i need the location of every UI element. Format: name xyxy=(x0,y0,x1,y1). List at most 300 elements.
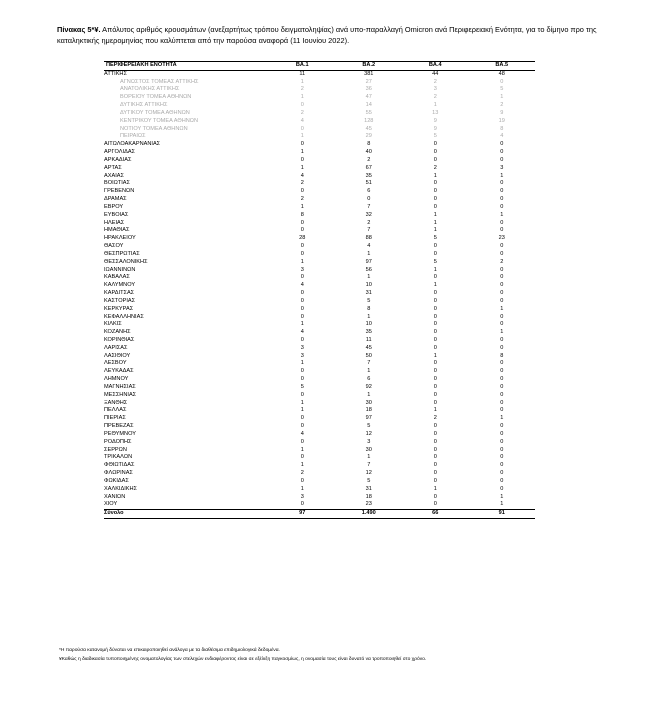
ba4-value: 0 xyxy=(433,462,437,469)
ba4-value: 1 xyxy=(433,352,437,359)
ba1-value: 1 xyxy=(300,203,304,210)
region-name: ΒΟΙΩΤΙΑΣ xyxy=(104,180,130,187)
ba5-value: 0 xyxy=(500,344,504,351)
ba1-value: 1 xyxy=(300,407,304,414)
ba1-value: 11 xyxy=(269,70,336,78)
ba5-value: 1 xyxy=(500,305,504,312)
table-row-subregion xyxy=(104,133,535,141)
ba5-value: 1 xyxy=(500,501,504,508)
ba2-value: 5 xyxy=(367,477,371,484)
table-row xyxy=(104,368,535,376)
region-name: ΗΜΑΘΙΑΣ xyxy=(104,227,130,234)
region-name: ΗΛΕΙΑΣ xyxy=(104,219,125,226)
table-row xyxy=(104,314,535,322)
region-name: ΔΡΑΜΑΣ xyxy=(104,196,127,203)
ba2-value: 5 xyxy=(367,423,371,430)
ba4-value: 0 xyxy=(433,383,437,390)
table-row xyxy=(104,376,535,384)
ba4-value: 0 xyxy=(433,336,437,343)
ba4-value: 5 xyxy=(433,133,437,140)
ba1-value: 4 xyxy=(300,430,304,437)
ba5-value: 0 xyxy=(500,196,504,203)
ba5-value: 8 xyxy=(500,352,504,359)
ba4-value: 2 xyxy=(433,164,437,171)
total-ba5: 91 xyxy=(469,510,536,519)
ba5-value: 8 xyxy=(500,125,504,132)
ba4-value: 1 xyxy=(433,211,437,218)
region-name: ΤΡΙΚΑΛΩΝ xyxy=(104,454,133,461)
ba5-value: 0 xyxy=(500,313,504,320)
ba5-value: 0 xyxy=(500,282,504,289)
table-row xyxy=(104,337,535,345)
region-name: ΚΕΦΑΛΛΗΝΙΑΣ xyxy=(104,313,144,320)
ba5-value: 2 xyxy=(500,102,504,109)
table-row xyxy=(104,329,535,337)
ba4-value: 0 xyxy=(433,501,437,508)
ba5-value: 0 xyxy=(500,297,504,304)
ba2-value: 3 xyxy=(367,438,371,445)
table-row xyxy=(104,478,535,486)
ba2-value: 40 xyxy=(365,149,372,156)
table-row xyxy=(104,501,535,509)
ba5-value: 48 xyxy=(469,70,536,78)
ba5-value: 0 xyxy=(500,454,504,461)
region-name: ΙΩΑΝΝΙΝΩΝ xyxy=(104,266,136,273)
region-name: ΛΕΣΒΟΥ xyxy=(104,360,127,367)
region-name: ΚΑΡΔΙΤΣΑΣ xyxy=(104,290,135,297)
region-name: ΞΑΝΘΗΣ xyxy=(104,399,128,406)
ba1-value: 2 xyxy=(300,470,304,477)
ba2-value: 35 xyxy=(365,172,372,179)
ba1-value: 0 xyxy=(300,454,304,461)
header-ba2: BA.2 xyxy=(336,62,403,71)
region-name: ΜΕΣΣΗΝΙΑΣ xyxy=(104,391,137,398)
ba1-value: 2 xyxy=(300,86,304,93)
ba5-value: 0 xyxy=(500,243,504,250)
ba4-value: 0 xyxy=(433,360,437,367)
region-name: ΦΛΩΡΙΝΑΣ xyxy=(104,470,133,477)
ba1-value: 0 xyxy=(300,501,304,508)
ba5-value: 3 xyxy=(500,164,504,171)
ba4-value: 1 xyxy=(433,102,437,109)
table-row-subregion xyxy=(104,86,535,94)
table-row-subregion xyxy=(104,79,535,87)
total-label: Σύνολο xyxy=(104,510,269,519)
ba4-value: 1 xyxy=(433,282,437,289)
ba2-value: 10 xyxy=(365,282,372,289)
table-row-subregion xyxy=(104,118,535,126)
ba1-value: 0 xyxy=(300,336,304,343)
ba1-value: 4 xyxy=(300,172,304,179)
ba5-value: 0 xyxy=(500,274,504,281)
table-row-subregion xyxy=(104,102,535,110)
ba4-value: 0 xyxy=(433,430,437,437)
ba1-value: 4 xyxy=(300,329,304,336)
region-name: ΦΘΙΩΤΙΔΑΣ xyxy=(104,462,135,469)
region-name: ΡΕΘΥΜΝΟΥ xyxy=(104,430,136,437)
ba4-value: 0 xyxy=(433,188,437,195)
table-row xyxy=(104,259,535,267)
ba2-value: 14 xyxy=(365,102,372,109)
ba5-value: 0 xyxy=(500,438,504,445)
region-name: ΚΕΝΤΡΙΚΟΥ ΤΟΜΕΑ ΑΘΗΝΩΝ xyxy=(120,117,199,124)
ba2-value: 56 xyxy=(365,266,372,273)
ba4-value: 0 xyxy=(433,156,437,163)
ba1-value: 1 xyxy=(300,258,304,265)
ba2-value: 381 xyxy=(336,70,403,78)
ba4-value: 0 xyxy=(433,477,437,484)
ba1-value: 0 xyxy=(300,391,304,398)
ba4-value: 13 xyxy=(432,109,439,116)
ba2-value: 18 xyxy=(365,407,372,414)
ba1-value: 0 xyxy=(300,125,304,132)
table-row xyxy=(104,298,535,306)
ba4-value: 0 xyxy=(433,470,437,477)
ba2-value: 50 xyxy=(365,352,372,359)
table-row xyxy=(104,180,535,188)
region-name: ΔΥΤΙΚΟΥ ΤΟΜΕΑ ΑΘΗΝΩΝ xyxy=(120,109,190,116)
table-row xyxy=(104,321,535,329)
region-name: ΦΩΚΙΔΑΣ xyxy=(104,477,129,484)
ba1-value: 0 xyxy=(300,423,304,430)
table-row xyxy=(104,165,535,173)
header-region: ΠΕΡΙΦΕΡΕΙΑΚΗ ΕΝΟΤΗΤΑ xyxy=(104,62,269,71)
table-row xyxy=(104,486,535,494)
ba1-value: 2 xyxy=(300,196,304,203)
ba4-value: 0 xyxy=(433,141,437,148)
ba1-value: 1 xyxy=(300,446,304,453)
region-name: ΚΑΛΥΜΝΟΥ xyxy=(104,282,136,289)
ba2-value: 1 xyxy=(367,274,371,281)
ba2-value: 45 xyxy=(365,344,372,351)
footnote-2: ¥Καθώς η διαδικασία τυποποιημένης ονοματολογίας των στελεχών ενδιαφέροντος είναι σε εξέλιξη παγκοσμίως, η ονομασία τους είναι δυνατό να τροποποιηθεί στο χρόνο. xyxy=(59,657,427,662)
ba4-value: 0 xyxy=(433,196,437,203)
header-ba1: BA.1 xyxy=(269,62,336,71)
region-name: ΚΟΡΙΝΘΙΑΣ xyxy=(104,336,135,343)
table-row xyxy=(104,447,535,455)
region-name: ΚΑΣΤΟΡΙΑΣ xyxy=(104,297,136,304)
ba1-value: 1 xyxy=(300,399,304,406)
ba1-value: 0 xyxy=(300,156,304,163)
table-caption xyxy=(57,24,627,46)
ba2-value: 1 xyxy=(367,250,371,257)
ba2-value: 27 xyxy=(365,78,372,85)
region-name: ΡΟΔΟΠΗΣ xyxy=(104,438,132,445)
ba1-value: 0 xyxy=(300,188,304,195)
ba5-value: 19 xyxy=(498,117,505,124)
ba2-value: 30 xyxy=(365,446,372,453)
table-row xyxy=(104,188,535,196)
ba1-value: 3 xyxy=(300,493,304,500)
region-name: ΧΑΛΚΙΔΙΚΗΣ xyxy=(104,485,138,492)
ba4-value: 44 xyxy=(402,70,469,78)
ba2-value: 8 xyxy=(367,141,371,148)
region-name: ΚΟΖΑΝΗΣ xyxy=(104,329,131,336)
ba1-value: 4 xyxy=(300,282,304,289)
ba4-value: 1 xyxy=(433,219,437,226)
ba1-value: 3 xyxy=(300,266,304,273)
ba1-value: 1 xyxy=(300,78,304,85)
ba2-value: 5 xyxy=(367,297,371,304)
ba5-value: 0 xyxy=(500,376,504,383)
region-name: ΑΡΤΑΣ xyxy=(104,164,122,171)
region-name: ΑΙΤΩΛΟΑΚΑΡΝΑΝΙΑΣ xyxy=(104,141,161,148)
ba2-value: 31 xyxy=(365,290,372,297)
ba2-value: 6 xyxy=(367,376,371,383)
ba4-value: 2 xyxy=(433,415,437,422)
ba2-value: 32 xyxy=(365,211,372,218)
ba5-value: 0 xyxy=(500,227,504,234)
ba5-value: 0 xyxy=(500,446,504,453)
ba1-value: 8 xyxy=(300,211,304,218)
ba5-value: 0 xyxy=(500,266,504,273)
region-name: ΛΑΡΙΣΑΣ xyxy=(104,344,128,351)
ba4-value: 3 xyxy=(433,86,437,93)
ba5-value: 0 xyxy=(500,149,504,156)
table-row xyxy=(104,173,535,181)
total-ba2: 1.490 xyxy=(336,510,403,519)
ba1-value: 2 xyxy=(300,180,304,187)
ba4-value: 0 xyxy=(433,274,437,281)
ba4-value: 0 xyxy=(433,203,437,210)
ba4-value: 1 xyxy=(433,407,437,414)
ba1-value: 3 xyxy=(300,344,304,351)
ba1-value: 0 xyxy=(300,297,304,304)
ba1-value: 0 xyxy=(300,250,304,257)
ba2-value: 31 xyxy=(365,485,372,492)
ba1-value: 1 xyxy=(300,149,304,156)
ba5-value: 0 xyxy=(500,78,504,85)
ba5-value: 1 xyxy=(500,493,504,500)
ba5-value: 23 xyxy=(498,235,505,242)
table-body xyxy=(104,70,535,509)
table-row xyxy=(104,407,535,415)
region-name: ΘΕΣΠΡΩΤΙΑΣ xyxy=(104,250,140,257)
ba5-value: 5 xyxy=(500,86,504,93)
table-row xyxy=(104,196,535,204)
table-row xyxy=(104,282,535,290)
ba5-value: 9 xyxy=(500,109,504,116)
ba4-value: 0 xyxy=(433,344,437,351)
table-row xyxy=(104,392,535,400)
table-header-row xyxy=(104,62,535,71)
ba4-value: 0 xyxy=(433,446,437,453)
ba2-value: 29 xyxy=(365,133,372,140)
ba1-value: 0 xyxy=(300,376,304,383)
ba2-value: 0 xyxy=(367,196,371,203)
ba2-value: 1 xyxy=(367,454,371,461)
ba4-value: 0 xyxy=(433,305,437,312)
omicron-subvariant-table xyxy=(104,61,535,519)
region-name: ΛΕΥΚΑΔΑΣ xyxy=(104,368,134,375)
ba5-value: 0 xyxy=(500,391,504,398)
ba5-value: 0 xyxy=(500,290,504,297)
table-row xyxy=(104,220,535,228)
ba5-value: 1 xyxy=(500,172,504,179)
ba1-value: 0 xyxy=(300,415,304,422)
ba5-value: 0 xyxy=(500,368,504,375)
ba5-value: 1 xyxy=(500,415,504,422)
table-row xyxy=(104,204,535,212)
ba4-value: 0 xyxy=(433,243,437,250)
table-row xyxy=(104,227,535,235)
ba5-value: 0 xyxy=(500,360,504,367)
region-name: ΠΙΕΡΙΑΣ xyxy=(104,415,126,422)
ba2-value: 6 xyxy=(367,188,371,195)
ba5-value: 0 xyxy=(500,321,504,328)
table-row xyxy=(104,345,535,353)
ba4-value: 0 xyxy=(433,399,437,406)
ba1-value: 0 xyxy=(300,438,304,445)
ba5-value: 0 xyxy=(500,141,504,148)
region-name: ΑΤΤΙΚΗΣ xyxy=(104,70,269,78)
ba4-value: 0 xyxy=(433,376,437,383)
ba5-value: 0 xyxy=(500,188,504,195)
ba4-value: 0 xyxy=(433,180,437,187)
ba2-value: 1 xyxy=(367,313,371,320)
ba2-value: 7 xyxy=(367,203,371,210)
table-row-attica xyxy=(104,70,535,78)
table-row xyxy=(104,415,535,423)
ba4-value: 2 xyxy=(433,78,437,85)
footnote-1: *Η παρούσα κατανομή δύναται να επικαιροποιηθεί ανάλογα με τα διαθέσιμα επιδημιολογικά δεδομένα. xyxy=(59,648,280,653)
ba2-value: 18 xyxy=(365,493,372,500)
ba5-value: 1 xyxy=(500,329,504,336)
ba1-value: 0 xyxy=(300,219,304,226)
ba4-value: 5 xyxy=(433,258,437,265)
ba4-value: 1 xyxy=(433,485,437,492)
table-row xyxy=(104,235,535,243)
ba2-value: 45 xyxy=(365,125,372,132)
ba2-value: 11 xyxy=(365,336,372,343)
ba4-value: 0 xyxy=(433,297,437,304)
ba4-value: 2 xyxy=(433,94,437,101)
ba1-value: 2 xyxy=(300,109,304,116)
table-row xyxy=(104,212,535,220)
ba1-value: 5 xyxy=(300,383,304,390)
ba2-value: 97 xyxy=(365,258,372,265)
ba5-value: 0 xyxy=(500,250,504,257)
ba2-value: 12 xyxy=(365,430,372,437)
ba4-value: 0 xyxy=(433,149,437,156)
ba5-value: 0 xyxy=(500,477,504,484)
ba1-value: 0 xyxy=(300,227,304,234)
ba5-value: 0 xyxy=(500,430,504,437)
ba1-value: 0 xyxy=(300,141,304,148)
ba4-value: 0 xyxy=(433,250,437,257)
ba4-value: 0 xyxy=(433,454,437,461)
ba4-value: 1 xyxy=(433,227,437,234)
ba4-value: 1 xyxy=(433,266,437,273)
table-row xyxy=(104,462,535,470)
ba2-value: 92 xyxy=(365,383,372,390)
ba5-value: 0 xyxy=(500,485,504,492)
ba5-value: 4 xyxy=(500,133,504,140)
ba5-value: 0 xyxy=(500,399,504,406)
ba4-value: 0 xyxy=(433,290,437,297)
table-row xyxy=(104,360,535,368)
region-name: ΛΑΣΙΘΙΟΥ xyxy=(104,352,131,359)
table-row xyxy=(104,243,535,251)
table-row xyxy=(104,439,535,447)
ba2-value: 1 xyxy=(367,391,371,398)
region-name: ΚΑΒΑΛΑΣ xyxy=(104,274,130,281)
ba5-value: 0 xyxy=(500,156,504,163)
ba5-value: 0 xyxy=(500,203,504,210)
region-name: ΣΕΡΡΩΝ xyxy=(104,446,127,453)
region-name: ΛΗΜΝΟΥ xyxy=(104,376,129,383)
ba2-value: 97 xyxy=(365,415,372,422)
ba2-value: 88 xyxy=(365,235,372,242)
ba1-value: 0 xyxy=(300,274,304,281)
ba2-value: 7 xyxy=(367,227,371,234)
ba5-value: 0 xyxy=(500,462,504,469)
ba1-value: 0 xyxy=(300,477,304,484)
ba1-value: 1 xyxy=(300,133,304,140)
ba4-value: 0 xyxy=(433,493,437,500)
region-name: ΑΡΓΟΛΙΔΑΣ xyxy=(104,149,136,156)
ba2-value: 2 xyxy=(367,156,371,163)
region-name: ΑΡΚΑΔΙΑΣ xyxy=(104,156,132,163)
ba5-value: 0 xyxy=(500,407,504,414)
ba4-value: 0 xyxy=(433,368,437,375)
region-name: ΒΟΡΕΙΟΥ ΤΟΜΕΑ ΑΘΗΝΩΝ xyxy=(120,94,192,101)
region-name: ΠΕΛΛΑΣ xyxy=(104,407,127,414)
ba4-value: 5 xyxy=(433,235,437,242)
ba1-value: 4 xyxy=(300,117,304,124)
ba4-value: 0 xyxy=(433,391,437,398)
region-name: ΕΒΡΟΥ xyxy=(104,203,124,210)
ba1-value: 1 xyxy=(300,462,304,469)
ba1-value: 28 xyxy=(299,235,306,242)
table-row xyxy=(104,400,535,408)
region-name: ΚΙΛΚΙΣ xyxy=(104,321,122,328)
table-row xyxy=(104,157,535,165)
ba1-value: 1 xyxy=(300,321,304,328)
region-name: ΓΡΕΒΕΝΩΝ xyxy=(104,188,135,195)
table-row-subregion xyxy=(104,94,535,102)
caption-text: Απόλυτος αριθμός κρουσμάτων (ανεξαρτήτως τρόπου δειγματοληψίας) ανά υπο-παραλλαγή Omicron ανά Περιφερειακή Ενότητα, για το δίμηνο προ της καταληκτικής ημερομηνίας που καλύπτεται από την παρούσα αναφορά (11 Ιουνίου 2022). xyxy=(57,25,597,45)
table-row xyxy=(104,423,535,431)
ba5-value: 0 xyxy=(500,383,504,390)
table-row xyxy=(104,384,535,392)
ba4-value: 1 xyxy=(433,172,437,179)
region-name: ΕΥΒΟΙΑΣ xyxy=(104,211,129,218)
ba2-value: 55 xyxy=(365,109,372,116)
ba2-value: 7 xyxy=(367,360,371,367)
region-name: ΑΓΝΩΣΤΟΣ ΤΟΜΕΑΣ ΑΤΤΙΚΗΣ xyxy=(120,78,199,85)
ba2-value: 7 xyxy=(367,462,371,469)
ba2-value: 35 xyxy=(365,329,372,336)
ba2-value: 10 xyxy=(365,321,372,328)
ba5-value: 1 xyxy=(500,94,504,101)
ba2-value: 12 xyxy=(365,470,372,477)
ba5-value: 0 xyxy=(500,470,504,477)
ba5-value: 0 xyxy=(500,180,504,187)
ba2-value: 1 xyxy=(367,368,371,375)
ba5-value: 1 xyxy=(500,211,504,218)
ba4-value: 0 xyxy=(433,329,437,336)
table-row xyxy=(104,267,535,275)
ba4-value: 0 xyxy=(433,438,437,445)
ba1-value: 0 xyxy=(300,102,304,109)
ba4-value: 9 xyxy=(433,117,437,124)
ba2-value: 51 xyxy=(365,180,372,187)
ba1-value: 0 xyxy=(300,305,304,312)
ba1-value: 1 xyxy=(300,94,304,101)
ba5-value: 0 xyxy=(500,336,504,343)
region-name: ΚΕΡΚΥΡΑΣ xyxy=(104,305,134,312)
